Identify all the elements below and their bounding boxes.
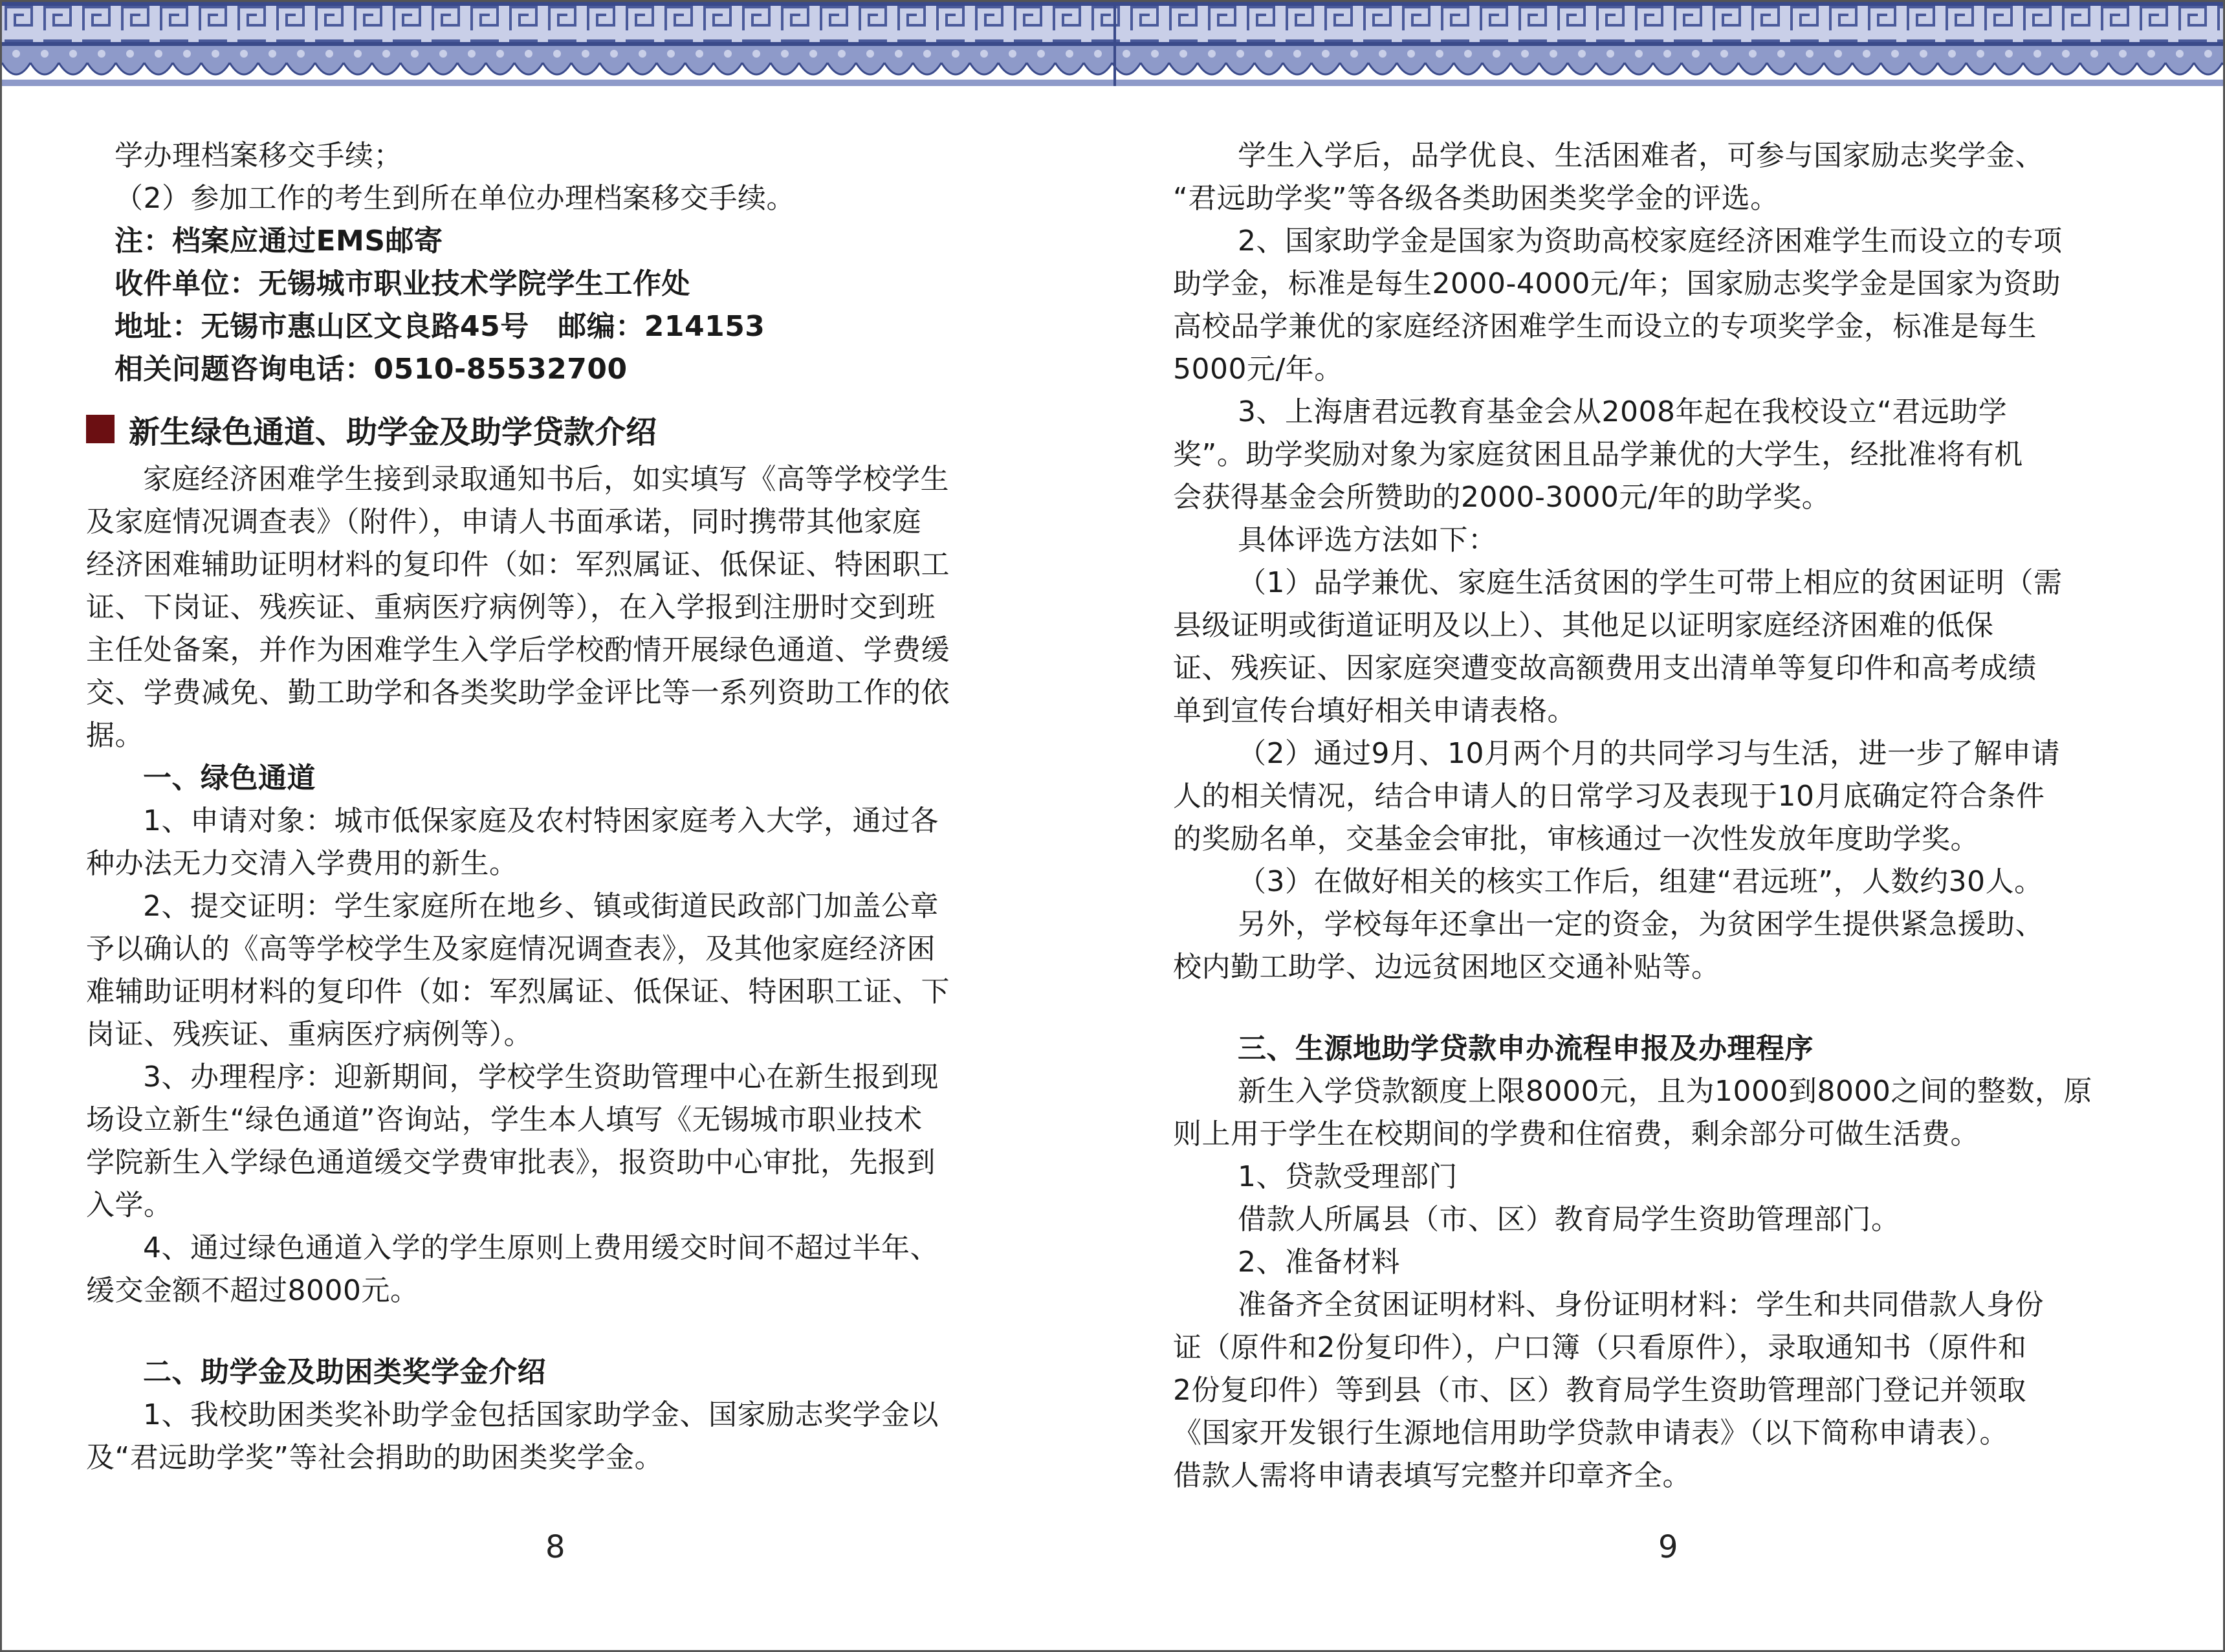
text-line: 奖”。助学奖励对象为家庭贫困且品学兼优的大学生，经批准将有机 [1173,438,2023,471]
text-line: 及“君远助学奖”等社会捐助的助困类奖学金。 [86,1441,664,1474]
text-line: 1、我校助困类奖补助学金包括国家助学金、国家励志奖学金以 [143,1398,939,1431]
right-page [1173,135,2150,1497]
right-scholarship-block [1173,135,2150,989]
text-line: 2、国家助学金是国家为资助高校家庭经济困难学生而设立的专项 [1238,225,2063,258]
text-line: 3、办理程序：迎新期间，学校学生资助管理中心在新生报到现 [143,1061,939,1094]
text-line: （1）品学兼优、家庭生活贫困的学生可带上相应的贫困证明（需 [1238,566,2063,599]
text-line: 三、生源地助学贷款申办流程申报及办理程序 [1238,1032,1814,1065]
decorative-top-border [2,2,2225,99]
text-line: 入学。 [86,1189,173,1222]
text-line: 种办法无力交清入学费用的新生。 [86,847,518,880]
text-line: “君远助学奖”等各级各类助困类奖学金的评选。 [1173,182,1779,215]
text-line: 2、提交证明：学生家庭所在地乡、镇或街道民政部门加盖公章 [143,890,939,923]
text-line: 经济困难辅助证明材料的复印件（如：军烈属证、低保证、特困职工 [86,548,950,581]
text-line: 新生入学贷款额度上限8000元，且为1000到8000之间的整数，原 [1238,1075,2092,1108]
text-line: 证、下岗证、残疾证、重病医疗病例等），在入学报到注册时交到班 [86,591,936,624]
text-line: 县级证明或街道证明及以上）、其他足以证明家庭经济困难的低保 [1173,609,1994,642]
text-line: 场设立新生“绿色通道”咨询站，学生本人填写《无锡城市职业技术 [86,1103,923,1136]
text-line: 家庭经济困难学生接到录取通知书后，如实填写《高等学校学生 [143,463,949,496]
text-line: 缓交金额不超过8000元。 [86,1274,419,1307]
text-line: 地址：无锡市惠山区文良路45号 邮编：214153 [115,310,765,343]
text-line: 人的相关情况，结合申请人的日常学习及表现于10月底确定符合条件 [1173,780,2045,813]
text-line: 予以确认的《高等学校学生及家庭情况调查表》，及其他家庭经济困 [86,932,936,965]
text-line: 准备齐全贫困证明材料、身份证明材料：学生和共同借款人身份 [1238,1288,2044,1321]
text-line: 收件单位：无锡城市职业技术学院学生工作处 [115,267,690,300]
text-line: 及家庭情况调查表》（附件），申请人书面承诺，同时携带其他家庭 [86,505,921,538]
text-line: 据。 [86,719,144,752]
text-line: 《国家开发银行生源地信用助学贷款申请表》（以下简称申请表）。 [1173,1416,2008,1449]
text-line: 3、上海唐君远教育基金会从2008年起在我校设立“君远助学 [1238,395,2008,428]
left-page [86,135,1050,1479]
text-line: 具体评选方法如下： [1238,523,1497,556]
text-line: 证（原件和2份复印件），户口簿（只看原件），录取通知书（原件和 [1173,1331,2027,1364]
text-line: 借款人所属县（市、区）教育局学生资助管理部门。 [1238,1203,1900,1236]
text-line: 一、绿色通道 [143,762,316,795]
text-line: 学生入学后，品学优良、生活困难者，可参与国家励志奖学金、 [1238,139,2044,172]
left-intro-block [86,135,1050,391]
text-line: 4、通过绿色通道入学的学生原则上费用缓交时间不超过半年、 [143,1231,939,1264]
section-marker-square [86,415,115,443]
text-line: 高校品学兼优的家庭经济困难学生而设立的专项奖学金，标准是每生 [1173,310,2037,343]
text-line: （3）在做好相关的核实工作后，组建“君远班”，人数约30人。 [1238,865,2043,898]
text-line: 校内勤工助学、边远贫困地区交通补贴等。 [1173,951,1720,984]
left-grant-block [86,1351,1050,1479]
text-line: 难辅助证明材料的复印件（如：军烈属证、低保证、特困职工证、下 [86,975,950,1008]
section-heading-text: 新生绿色通道、助学金及助学贷款介绍 [129,413,657,450]
text-line: 单到宣传台填好相关申请表格。 [1173,694,1576,727]
text-line: 相关问题咨询电话：0510-85532700 [115,353,628,386]
text-line: 交、学费减免、勤工助学和各类奖助学金评比等一系列资助工作的依 [86,676,950,709]
text-line: 助学金，标准是每生2000-4000元/年；国家励志奖学金是国家为资助 [1173,267,2061,300]
text-line: 的奖励名单，交基金会审批，审核通过一次性发放年度助学奖。 [1173,822,1979,855]
section-heading [86,400,1050,458]
text-line: 二、助学金及助困类奖学金介绍 [143,1356,546,1389]
page-number-left: 8 [545,1529,565,1565]
text-line: 注：档案应通过EMS邮寄 [115,225,443,258]
text-line: 1、申请对象：城市低保家庭及农村特困家庭考入大学，通过各 [143,804,939,837]
text-line: 证、残疾证、因家庭突遭变故高额费用支出清单等复印件和高考成绩 [1173,652,2037,685]
text-line: 5000元/年。 [1173,353,1343,386]
right-loan-block [1173,1028,2150,1497]
text-line: 岗证、残疾证、重病医疗病例等）。 [86,1018,532,1051]
text-line: 另外，学校每年还拿出一定的资金，为贫困学生提供紧急援助、 [1238,908,2044,941]
text-line: 会获得基金会所赞助的2000-3000元/年的助学奖。 [1173,481,1831,514]
text-line: 2、准备材料 [1238,1246,1400,1279]
text-line: 则上用于学生在校期间的学费和住宿费，剩余部分可做生活费。 [1173,1118,1979,1151]
page-number-right: 9 [1658,1529,1678,1565]
left-body-block [86,458,1050,1312]
text-line: 主任处备案，并作为困难学生入学后学校酌情开展绿色通道、学费缓 [86,633,950,666]
text-line: （2）参加工作的考生到所在单位办理档案移交手续。 [115,182,795,215]
text-line: 学办理档案移交手续； [115,139,402,172]
text-line: （2）通过9月、10月两个月的共同学习与生活，进一步了解申请 [1238,737,2060,770]
text-line: 学院新生入学绿色通道缓交学费审批表》，报资助中心审批，先报到 [86,1146,936,1179]
text-line: 2份复印件）等到县（市、区）教育局学生资助管理部门登记并领取 [1173,1374,2026,1407]
text-line: 借款人需将申请表填写完整并印章齐全。 [1173,1459,1691,1492]
text-line: 1、贷款受理部门 [1238,1160,1458,1193]
